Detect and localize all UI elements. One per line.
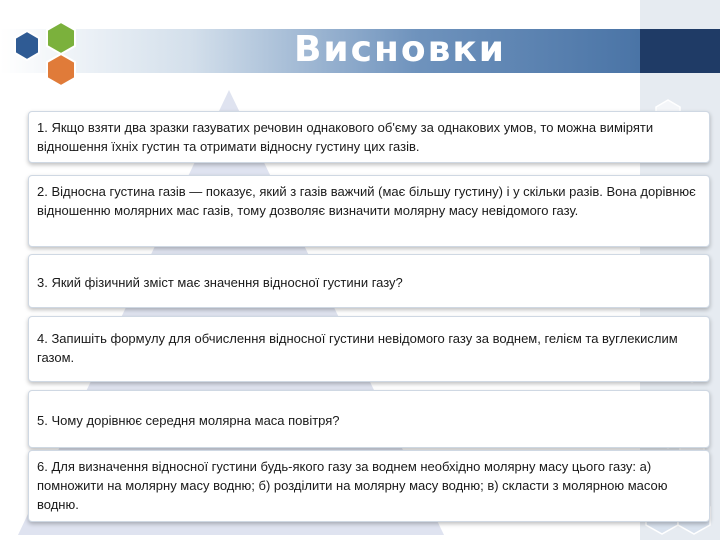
slide-title: Висновки (293, 29, 507, 70)
conclusion-item-4: 4. Запишіть формулу для обчислення відносної густини невідомого газу за воднем, гелієм та вуглекислим газом. (28, 316, 710, 382)
green-hexagon-icon (47, 22, 75, 54)
conclusion-item-2: 2. Відносна густина газів — показує, який з газів важчий (має більшу густину) і у скільки разів. Вона дорівнює відношенню молярних мас газів, тому дозволяє визначити молярну масу невідомого газу. (28, 175, 710, 247)
conclusion-item-1: 1. Якщо взяти два зразки газуватих речовин однакового об'єму за однакових умов, то можна виміряти відношення їхніх густин та отримати відносну густину цих газів. (28, 111, 710, 163)
title-bar-accent (640, 29, 720, 73)
conclusion-item-5: 5. Чому дорівнює середня молярна маса повітря? (28, 390, 710, 448)
hexagon-logo-icon (0, 12, 100, 88)
conclusion-item-3: 3. Який фізичний зміст має значення відносної густини газу? (28, 254, 710, 308)
blue-hexagon-icon (15, 31, 39, 60)
conclusion-item-6: 6. Для визначення відносної густини будь-якого газу за воднем необхідно молярну масу цього газу: а) помножити на молярну масу водню; б) розділити на молярну масу водню; в) скласти з молярною масою водню. (28, 450, 710, 522)
